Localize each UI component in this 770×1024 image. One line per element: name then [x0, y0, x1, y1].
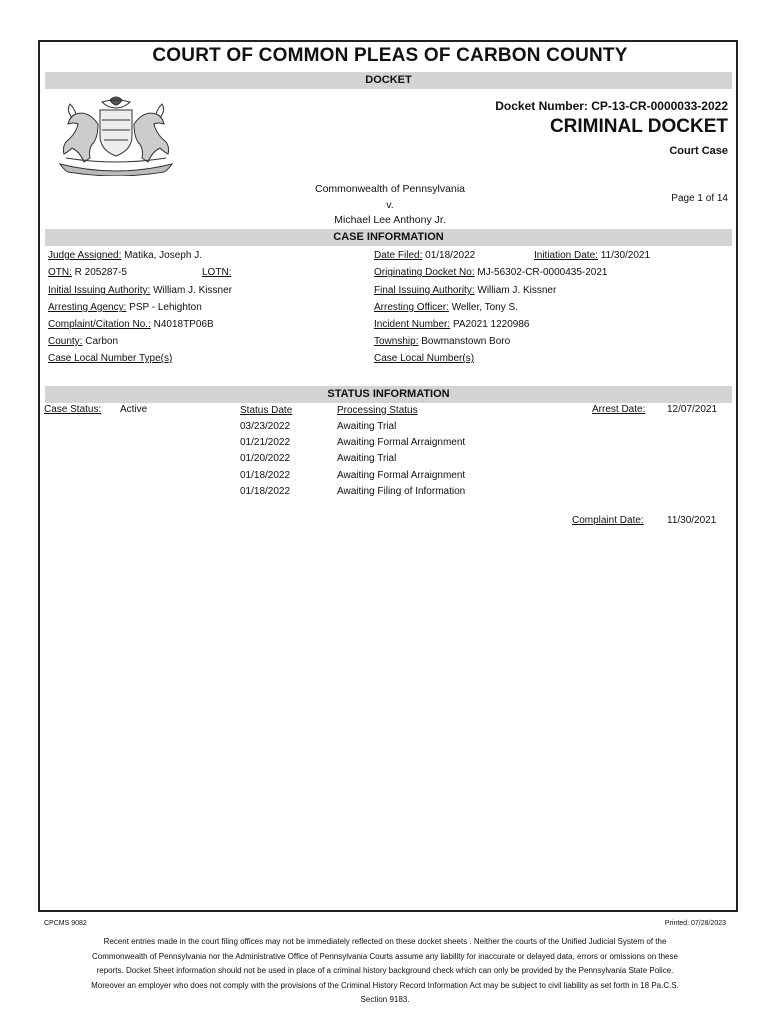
final-authority-field [374, 285, 556, 296]
judge-label: Judge Assigned: [48, 250, 122, 261]
processing-status: Awaiting Formal Arraignment [337, 470, 466, 481]
final-authority-value: William J. Kissner [477, 285, 557, 296]
complaint-citation-label: Complaint/Citation No.: [48, 319, 151, 330]
docket-type: CRIMINAL DOCKET [549, 116, 728, 137]
status-date: 01/20/2022 [240, 453, 291, 464]
arresting-officer-field [374, 302, 518, 313]
final-authority-label: Final Issuing Authority: [374, 285, 475, 296]
county-field [48, 336, 118, 347]
originating-docket-value: MJ-56302-CR-0000435-2021 [477, 267, 608, 278]
otn-field [48, 267, 127, 278]
docket-number: Docket Number: CP-13-CR-0000033-2022 [495, 99, 728, 113]
caption-defendant: Michael Lee Anthony Jr. [334, 214, 446, 226]
county-value: Carbon [85, 336, 119, 347]
township-field [374, 336, 510, 347]
status-date-header: Status Date [240, 405, 293, 416]
docket-frame [38, 40, 738, 912]
case-status-label: Case Status: [44, 404, 102, 415]
county-label: County: [48, 336, 83, 347]
status-information-bar: STATUS INFORMATION [45, 386, 732, 403]
initiation-date-label: Initiation Date: [534, 250, 598, 261]
case-local-number-field [374, 353, 474, 364]
initiation-date-value: 11/30/2021 [600, 250, 651, 261]
processing-status: Awaiting Trial [337, 453, 397, 464]
complaint-date-label: Complaint Date: [572, 515, 644, 526]
case-local-number-type-field [48, 353, 172, 364]
initial-authority-value: William J. Kissner [153, 285, 232, 296]
date-filed-label: Date Filed: [374, 250, 423, 261]
processing-status: Awaiting Trial [337, 421, 397, 432]
processing-status: Awaiting Filing of Information [337, 486, 466, 497]
judge-value: Matika, Joseph J. [124, 250, 202, 261]
disclaimer-text: Recent entries made in the court filing offices may not be immediately reflected on these docket sheets . Neither the courts of the Unified Judicial System of the Commonwealth of Pennsylvania nor the Administrative Office of Pennsylvania Courts assume any liability for inaccurate or delayed data, errors or omissions on these reports. Docket Sheet information should not be used in place of a criminal history background check which can only be provided by the Pennsylvania State Police. Moreover an employer who does not comply with the provisions of the Criminal History Record Information Act may be subject to civil liability as set forth in 18 Pa.C.S. Section 9183. [91, 937, 679, 1004]
processing-status: Awaiting Formal Arraignment [337, 437, 466, 448]
judge-field [48, 250, 202, 261]
docket-bar: DOCKET [45, 72, 732, 89]
originating-docket-field [374, 267, 607, 278]
initiation-date-field [534, 250, 650, 261]
otn-value: R 205287-5 [74, 267, 127, 278]
township-label: Township: [374, 336, 419, 347]
case-information-bar: CASE INFORMATION [45, 229, 732, 246]
status-date: 01/18/2022 [240, 486, 291, 497]
incident-number-field [374, 319, 530, 330]
township-value: Bowmanstown Boro [421, 336, 511, 347]
arrest-date-value: 12/07/2021 [667, 404, 718, 415]
incident-number-label: Incident Number: [374, 319, 451, 330]
initial-authority-label: Initial Issuing Authority: [48, 285, 151, 296]
status-date: 03/23/2022 [240, 421, 291, 432]
case-local-number-label: Case Local Number(s) [374, 353, 475, 364]
date-filed-field [374, 250, 475, 261]
initial-authority-field [48, 285, 232, 296]
complaint-date-value: 11/30/2021 [667, 515, 717, 526]
status-date: 01/21/2022 [240, 437, 291, 448]
arresting-officer-value: Weller, Tony S. [451, 302, 518, 313]
arresting-agency-label: Arresting Agency: [48, 302, 127, 313]
arresting-officer-label: Arresting Officer: [374, 302, 449, 313]
case-local-number-type-label: Case Local Number Type(s) [48, 353, 173, 364]
date-filed-value: 01/18/2022 [425, 250, 476, 261]
page-indicator: Page 1 of 14 [671, 193, 728, 204]
pennsylvania-seal-icon [52, 94, 180, 176]
lotn-field [202, 267, 231, 278]
caption-versus: v. [386, 199, 394, 211]
arrest-date-label: Arrest Date: [592, 404, 646, 415]
complaint-citation-field [48, 319, 214, 330]
arresting-agency-value: PSP - Lehighton [129, 302, 202, 313]
otn-label: OTN: [48, 267, 72, 278]
status-date: 01/18/2022 [240, 470, 291, 481]
form-id: CPCMS 9082 [44, 920, 87, 927]
processing-status-header: Processing Status [337, 405, 418, 416]
arresting-agency-field [48, 302, 202, 313]
case-status-value: Active [120, 404, 148, 415]
printed-date: Printed: 07/28/2023 [664, 920, 726, 927]
lotn-label: LOTN: [202, 267, 232, 278]
court-title: COURT OF COMMON PLEAS OF CARBON COUNTY [152, 45, 628, 66]
complaint-citation-value: N4018TP06B [153, 319, 214, 330]
case-kind: Court Case [669, 145, 728, 157]
incident-number-value: PA2021 1220986 [452, 319, 530, 330]
caption-plaintiff: Commonwealth of Pennsylvania [315, 183, 465, 195]
originating-docket-label: Originating Docket No: [374, 267, 475, 278]
